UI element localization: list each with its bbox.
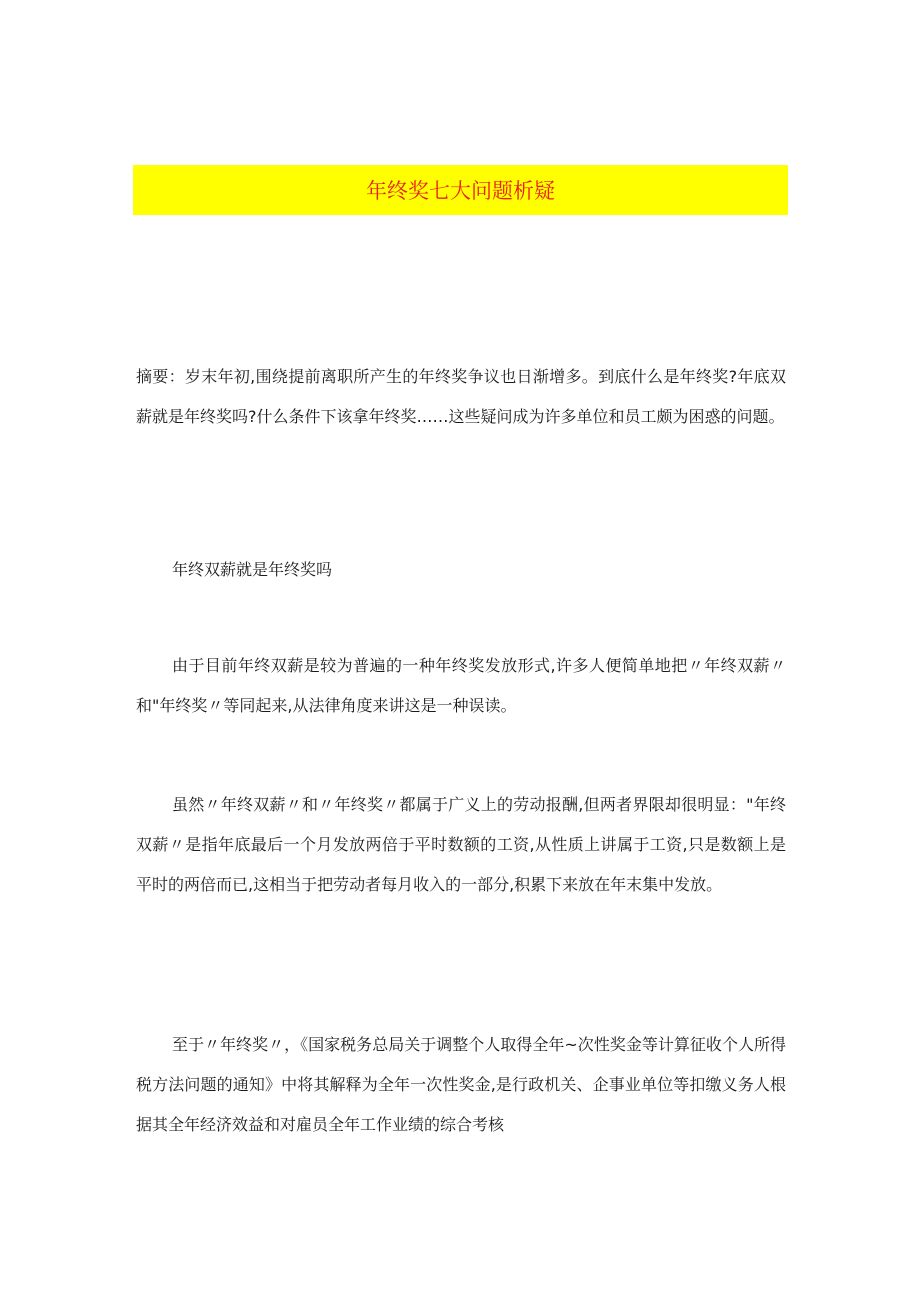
body-paragraph: 至于〃年终奖〃，《国家税务总局关于调整个人取得全年~次性奖金等计算征收个人所得税方法问题的通知》中将其解释为全年一次性奖金,是行政机关、企事业单位等扣缴义务人根据其全年经济效益和对雇员全年工作业绩的综合考核 [136,1035,786,1134]
document-title: 年终奖七大问题析疑 [366,179,555,203]
body-paragraph: 由于目前年终双薪是较为普遍的一种年终奖发放形式,许多人便简单地把〃年终双薪〃和"年终奖〃等同起来,从法律角度来讲这是一种误读。 [136,656,786,715]
abstract-paragraph: 摘要：岁末年初,围绕提前离职所产生的年终奖争议也日渐增多。到底什么是年终奖?年底双薪就是年终奖吗?什么条件下该拿年终奖……这些疑问成为许多单位和员工颇为困惑的问题。 [136,367,786,426]
title-highlight-bar [133,165,788,215]
section-heading: 年终双薪就是年终奖吗 [172,560,333,579]
body-paragraph: 虽然〃年终双薪〃和〃年终奖〃都属于广义上的劳动报酬,但两者界限却很明显："年终双薪〃是指年底最后一个月发放两倍于平时数额的工资,从性质上讲属于工资,只是数额上是平时的两倍而已,这相当于把劳动者每月收入的一部分,积累下来放在年末集中发放。 [136,795,786,894]
